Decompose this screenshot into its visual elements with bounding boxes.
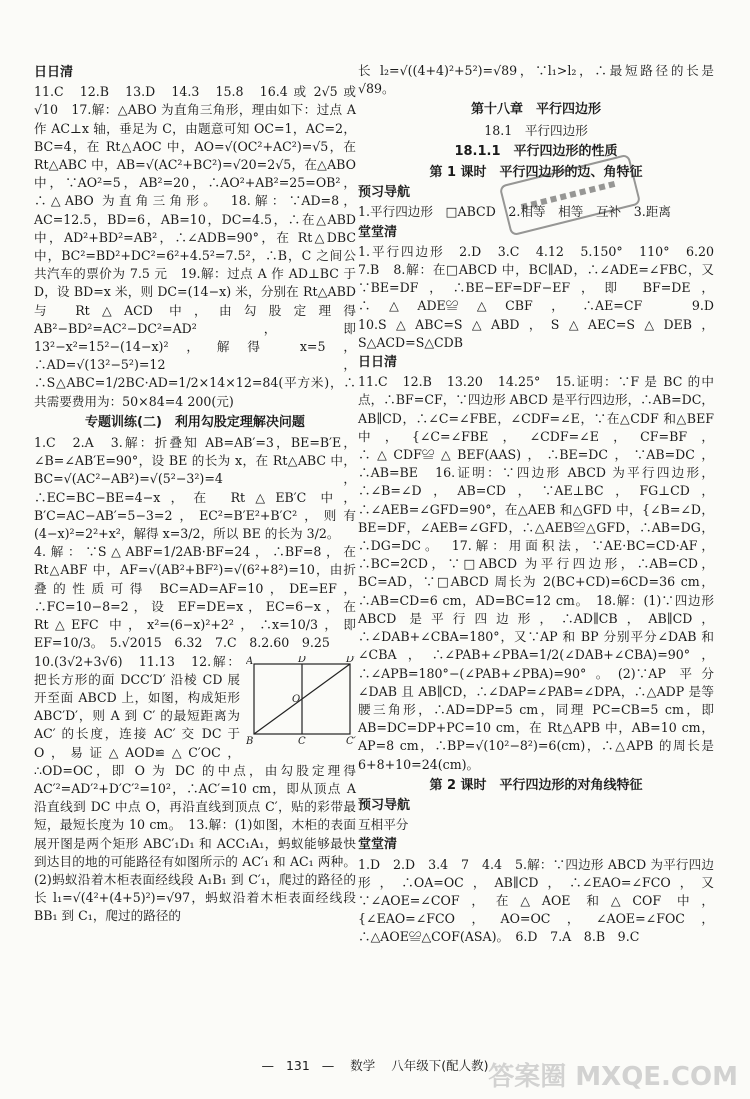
preview-answers: 1.平行四边形 □ABCD 2.相等 相等 互补 3.距离 xyxy=(358,204,671,220)
heading-daily-1: 日日清 xyxy=(34,65,74,80)
lesson-2-title: 第 2 课时 平行四边形的对角线特征 xyxy=(429,777,643,793)
section-title: 18.1 平行四边形 xyxy=(484,122,588,138)
svg-text:C: C xyxy=(298,735,306,746)
class-answers: 1.平行四边形 2.D 3.C 4.12 5.150° 110° 6.20 7.B 8.解：在□ABCD 中，BC∥AD，∴∠ADE=∠FBC，又∵BE=DF，∴BE−EF=DF−EF，即 BF=DE，∴△ADE≌△CBF，∴AE=CF 9.D 10.S△ABC=S△ABD，S△AEC=S△DEB，S△ACD=S△CDB xyxy=(358,243,727,350)
footer-grade: 八年级下(配人教) xyxy=(391,1058,489,1073)
heading-special-training: 专题训练(二) 利用勾股定理解决问题 xyxy=(85,414,305,430)
answers-block-1: 11.C 12.B 13.D 14.3 15.8 16.4 或 2√5 或 √10 17.解：△ABO 为直角三角形，理由如下：过点 A 作 AC⊥x 轴，垂足为 C，由题意可知 OC=1，AC=2，BC=4，在 Rt△AOC 中，AO=√(OC²+AC²)=√5，在 Rt△ABC 中，AB=√(AC²+BC²)=√20=2√5，在△ABO 中，∵AO²=5，AB²=20，∴AO²+AB²=25=OB²，∴△ABO 为直角三角形。 18.解：∵AD=8，AC=12.5，BD=6，AB=10，DC=4.5，∴在△ABD 中，AD²+BD²=AB²，∴∠ADB=90°，在 Rt△DBC 中，BC²=BD²+DC²=6²+4.5²=7.5²，∴B，C 之间公共汽车的票价为 7.5 元 19.解：过点 A 作 AD⊥BC 于 D，设 BD=x 米，则 DC=(14−x) 米，分别在 Rt△ABD 与 Rt△ACD 中，由勾股定理得 AB²−BD²=AC²−DC²=AD²，即 13²−x²=15²−(14−x)²，解得 x=5，∴AD=√(13²−5²)=12，∴S△ABC=1/2BC·AD=1/2×14×12=84(平方米)，∴共需要费用为：50×84=4 200(元) xyxy=(34,84,356,409)
heading-daily-2: 日日清 xyxy=(358,355,398,371)
heading-class-2: 堂堂清 xyxy=(358,837,398,853)
subsection-title: 18.1.1 平行四边形的性质 xyxy=(454,143,618,159)
svg-text:B: B xyxy=(246,735,254,746)
daily-answers: 11.C 12.B 13.20 14.25° 15.证明：∵F 是 BC 的中点，∴BF=CF，∵四边形 ABCD 是平行四边形，∴AB=DC，AB∥CD，∴∠C=∠FBE，∠CDF=∠E，∵在△CDF 和△BEF 中，{∠C=∠FBE，∠CDF=∠E，CF=BF，∴△CDF≌△BEF(AAS)，∴BE=DC，∵AB=DC，∴AB=BE 16.证明：∵四边形 ABCD 为平行四边形，∴∠B=∠D，AB=CD，∵AE⊥BC，FG⊥CD，∴∠AEB=∠GFD=90°，在△AEB 和△GFD 中，{∠B=∠D，BE=DF，∠AEB=∠GFD，∴△AEB≌△GFD，∴AB=DG，∴DG=DC。 17.解：用面积法，∵AE·BC=CD·AF，∴BC=2CD，∵□ABCD 为平行四边形，∴AB=CD，BC=AD，∵□ABCD 周长为 2(BC+CD)=6CD=36 cm，∴AB=CD=6 cm，AD=BC=12 cm。 18.解：(1)∵四边形 ABCD 是平行四边形，∴AD∥CB，AB∥CD，∴∠DAB+∠CBA=180°，又∵AP 和 BP 分别平分∠DAB 和∠CBA，∴∠PAB+∠PBA=1/2(∠DAB+∠CBA)=90°，∴∠APB=180°−(∠PAB+∠PBA)=90°。(2)∵AP 平分∠DAB 且 AB∥CD，∴∠DAP=∠PAB=∠DPA，∴△ADP 是等腰三角形，∴AD=DP=5 cm，同理 PC=CB=5 cm，即 AB=DC=DP+PC=10 cm，在 Rt△APB 中，AB=10 cm，AP=8 cm，∴BP=√(10²−8²)=6(cm)，∴△APB 的周长是 6+8+10=24(cm)。 xyxy=(358,374,714,772)
chapter-title: 第十八章 平行四边形 xyxy=(470,102,601,118)
heading-class: 堂堂清 xyxy=(358,224,398,240)
svg-text:D: D xyxy=(298,655,307,665)
rectangle-unfold-figure xyxy=(246,656,356,746)
answers-block-4: 10.(3√2+3√6) 11.13 12.解：把长方形的面 DCC′D′ 沿棱 CD 展开至面 ABCD 上，如图，构成矩形 ABC′D′，则 A 到 C′ 的最短距离为 AC′ 的长度，连接 AC′ 交 DC 于 O，易证△AOD≌△C′OC，∴OD=OC，即 O 为 DC 的中点，由勾股定理得 AC′²=AD′²+D′C′²=10²，∴AC′=10 cm，即从顶点 A 沿直线到 DC 中点 O，再沿直线到顶点 C′，贴的彩带最短，最短长度为 10 cm。 13.解：(1)如图，木柜的表面展开图是两个矩形 ABC′₁D₁ 和 ACC₁A₁，蚂蚁能够最快到达目的地的可能路径有如图所示的 AC′₁ 和 AC₁ 两种。(2)蚂蚁沿着木柜表面经线段 A₁B₁ 到 C′₁，爬过的路径的长 l₁=√(4²+(4+5)²)=√97，蚂蚁沿着木柜表面经线段 BB₁ 到 C₁，爬过的路径的 xyxy=(34,653,356,924)
watermark-logo: 答案圈 MXQE.COM xyxy=(488,1062,738,1092)
svg-text:C′: C′ xyxy=(346,735,356,746)
svg-text:O: O xyxy=(292,693,301,705)
preview-2-answers: 互相平分 xyxy=(358,817,409,833)
svg-text:D′: D′ xyxy=(346,655,356,665)
answers-block-3: 4.解：∵S△ABF=1/2AB·BF=24，∴BF=8，在 Rt△ABF 中，AF=√(AB²+BF²)=√(6²+8²)=10，由折叠的性质可得 BC=AD=AF=10，DE=EF，∴FC=10−8=2，设 EF=DE=x，EC=6−x，在 Rt△EFC 中，x²=(6−x)²+2²，∴x=10/3，即 EF=10/3。 5.√2015 6.32 7.C 8.2.60 9.25 xyxy=(34,544,356,651)
answers-block-2: 1.C 2.A 3.解：折叠知 AB=AB′=3，BE=B′E，∠B=∠AB′E=90°，设 BE 的长为 x，在 Rt△ABC 中，BC=√(AC²−AB²)=√(5²−3²)=4，∴EC=BC−BE=4−x，在 Rt△EB′C 中，B′C=AC−AB′=5−3=2，EC²=B′E²+B′C²，则有 (4−x)²=2²+x²，解得 x=3/2，所以 BE 的长为 3/2。 xyxy=(34,435,356,542)
page-footer: — 131 — 数学 八年级下(配人教) xyxy=(261,1058,489,1073)
lesson-1-title: 第 1 课时 平行四边形的边、角特征 xyxy=(429,165,643,181)
svg-text:A: A xyxy=(246,655,254,667)
class-2-answers: 1.D 2.D 3.4 7 4.4 5.解：∵四边形 ABCD 为平行四边形，∴OA=OC，AB∥CD，∴∠EAO=∠FCO，又∵∠AOE=∠COF，在△AOE 和△COF 中，{∠EAO=∠FCO，AO=OC，∠AOE=∠FOC，∴△AOE≌△COF(ASA)。 6.D 7.A 8.B 9.C xyxy=(358,856,714,945)
left-column xyxy=(34,62,356,926)
heading-preview-2: 预习导航 xyxy=(358,797,411,813)
heading-preview: 预习导航 xyxy=(358,185,411,201)
footer-subject: 数学 xyxy=(350,1058,376,1073)
answers-continued: 长 l₂=√((4+4)²+5²)=√89，∵l₁>l₂，∴最短路径的长是 √89。 xyxy=(358,63,714,97)
page-number: 131 xyxy=(285,1058,310,1073)
